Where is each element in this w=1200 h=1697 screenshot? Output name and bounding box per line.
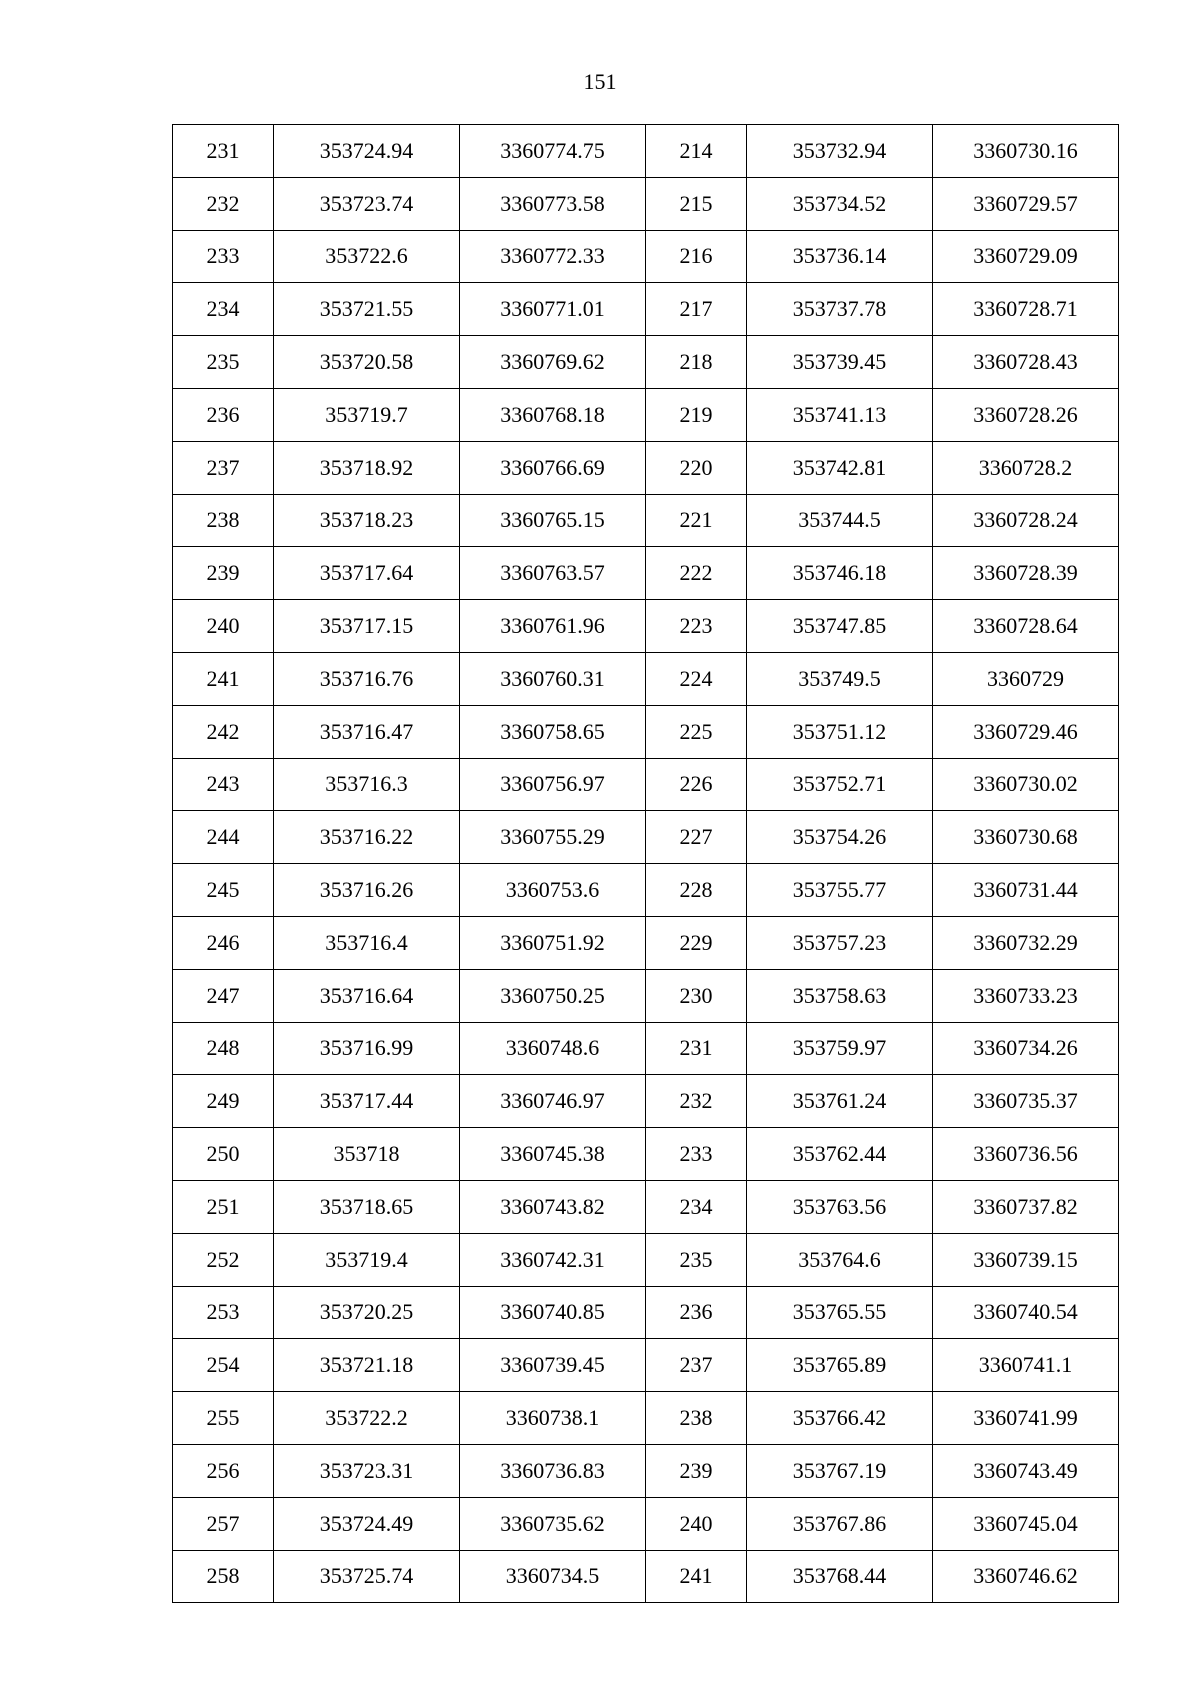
table-row	[173, 1022, 1119, 1075]
point-id-left: 250	[173, 1128, 274, 1181]
y-coordinate-right: 3360741.1	[933, 1339, 1119, 1392]
x-coordinate-right: 353744.5	[747, 494, 933, 547]
point-id-left: 258	[173, 1550, 274, 1603]
point-id-left: 234	[173, 283, 274, 336]
table-row	[173, 1392, 1119, 1445]
point-id-right: 241	[646, 1550, 747, 1603]
y-coordinate-left: 3360742.31	[460, 1233, 646, 1286]
x-coordinate-left: 353716.76	[274, 652, 460, 705]
y-coordinate-left: 3360765.15	[460, 494, 646, 547]
point-id-right: 236	[646, 1286, 747, 1339]
x-coordinate-right: 353732.94	[747, 125, 933, 178]
point-id-left: 239	[173, 547, 274, 600]
point-id-right: 214	[646, 125, 747, 178]
table-row	[173, 230, 1119, 283]
point-id-left: 245	[173, 864, 274, 917]
x-coordinate-right: 353751.12	[747, 705, 933, 758]
y-coordinate-left: 3360735.62	[460, 1497, 646, 1550]
x-coordinate-right: 353736.14	[747, 230, 933, 283]
x-coordinate-left: 353716.64	[274, 969, 460, 1022]
table-row	[173, 811, 1119, 864]
x-coordinate-right: 353746.18	[747, 547, 933, 600]
x-coordinate-left: 353725.74	[274, 1550, 460, 1603]
y-coordinate-right: 3360728.39	[933, 547, 1119, 600]
point-id-right: 225	[646, 705, 747, 758]
page-number: 151	[583, 69, 617, 94]
point-id-left: 233	[173, 230, 274, 283]
x-coordinate-left: 353723.74	[274, 177, 460, 230]
point-id-right: 228	[646, 864, 747, 917]
x-coordinate-left: 353718	[274, 1128, 460, 1181]
table-row	[173, 283, 1119, 336]
x-coordinate-right: 353767.19	[747, 1444, 933, 1497]
y-coordinate-right: 3360729	[933, 652, 1119, 705]
y-coordinate-right: 3360737.82	[933, 1180, 1119, 1233]
table-row	[173, 916, 1119, 969]
table-row	[173, 969, 1119, 1022]
x-coordinate-left: 353717.15	[274, 600, 460, 653]
x-coordinate-right: 353767.86	[747, 1497, 933, 1550]
y-coordinate-right: 3360741.99	[933, 1392, 1119, 1445]
x-coordinate-right: 353754.26	[747, 811, 933, 864]
y-coordinate-left: 3360743.82	[460, 1180, 646, 1233]
point-id-left: 254	[173, 1339, 274, 1392]
x-coordinate-right: 353764.6	[747, 1233, 933, 1286]
x-coordinate-right: 353759.97	[747, 1022, 933, 1075]
point-id-right: 231	[646, 1022, 747, 1075]
point-id-right: 234	[646, 1180, 747, 1233]
x-coordinate-right: 353739.45	[747, 336, 933, 389]
point-id-left: 246	[173, 916, 274, 969]
point-id-left: 252	[173, 1233, 274, 1286]
x-coordinate-right: 353762.44	[747, 1128, 933, 1181]
x-coordinate-left: 353724.49	[274, 1497, 460, 1550]
y-coordinate-right: 3360728.71	[933, 283, 1119, 336]
point-id-right: 233	[646, 1128, 747, 1181]
y-coordinate-left: 3360750.25	[460, 969, 646, 1022]
y-coordinate-left: 3360772.33	[460, 230, 646, 283]
point-id-left: 256	[173, 1444, 274, 1497]
table-row	[173, 1339, 1119, 1392]
x-coordinate-left: 353718.92	[274, 441, 460, 494]
point-id-left: 253	[173, 1286, 274, 1339]
x-coordinate-right: 353747.85	[747, 600, 933, 653]
point-id-right: 229	[646, 916, 747, 969]
point-id-left: 241	[173, 652, 274, 705]
point-id-left: 242	[173, 705, 274, 758]
x-coordinate-right: 353749.5	[747, 652, 933, 705]
x-coordinate-left: 353716.99	[274, 1022, 460, 1075]
point-id-left: 243	[173, 758, 274, 811]
table-row	[173, 336, 1119, 389]
x-coordinate-right: 353737.78	[747, 283, 933, 336]
y-coordinate-left: 3360748.6	[460, 1022, 646, 1075]
point-id-right: 217	[646, 283, 747, 336]
table-row	[173, 1233, 1119, 1286]
point-id-right: 220	[646, 441, 747, 494]
y-coordinate-right: 3360730.02	[933, 758, 1119, 811]
y-coordinate-left: 3360760.31	[460, 652, 646, 705]
point-id-left: 236	[173, 388, 274, 441]
x-coordinate-right: 353752.71	[747, 758, 933, 811]
y-coordinate-right: 3360740.54	[933, 1286, 1119, 1339]
point-id-right: 227	[646, 811, 747, 864]
table-row	[173, 1497, 1119, 1550]
y-coordinate-right: 3360739.15	[933, 1233, 1119, 1286]
y-coordinate-right: 3360729.57	[933, 177, 1119, 230]
y-coordinate-right: 3360728.64	[933, 600, 1119, 653]
x-coordinate-right: 353763.56	[747, 1180, 933, 1233]
y-coordinate-left: 3360734.5	[460, 1550, 646, 1603]
table-row	[173, 441, 1119, 494]
x-coordinate-left: 353717.44	[274, 1075, 460, 1128]
table-row	[173, 494, 1119, 547]
table-row	[173, 547, 1119, 600]
x-coordinate-left: 353717.64	[274, 547, 460, 600]
point-id-left: 244	[173, 811, 274, 864]
y-coordinate-left: 3360758.65	[460, 705, 646, 758]
y-coordinate-left: 3360751.92	[460, 916, 646, 969]
y-coordinate-right: 3360730.16	[933, 125, 1119, 178]
point-id-left: 255	[173, 1392, 274, 1445]
y-coordinate-left: 3360769.62	[460, 336, 646, 389]
x-coordinate-right: 353741.13	[747, 388, 933, 441]
point-id-right: 215	[646, 177, 747, 230]
y-coordinate-left: 3360738.1	[460, 1392, 646, 1445]
x-coordinate-right: 353765.89	[747, 1339, 933, 1392]
point-id-right: 216	[646, 230, 747, 283]
y-coordinate-left: 3360766.69	[460, 441, 646, 494]
point-id-left: 231	[173, 125, 274, 178]
y-coordinate-left: 3360768.18	[460, 388, 646, 441]
x-coordinate-left: 353723.31	[274, 1444, 460, 1497]
y-coordinate-left: 3360763.57	[460, 547, 646, 600]
y-coordinate-right: 3360745.04	[933, 1497, 1119, 1550]
table-row	[173, 758, 1119, 811]
x-coordinate-right: 353768.44	[747, 1550, 933, 1603]
x-coordinate-left: 353721.18	[274, 1339, 460, 1392]
point-id-left: 248	[173, 1022, 274, 1075]
x-coordinate-right: 353742.81	[747, 441, 933, 494]
x-coordinate-right: 353758.63	[747, 969, 933, 1022]
table-row	[173, 705, 1119, 758]
table-row	[173, 125, 1119, 178]
y-coordinate-left: 3360746.97	[460, 1075, 646, 1128]
table-row	[173, 1286, 1119, 1339]
y-coordinate-right: 3360733.23	[933, 969, 1119, 1022]
y-coordinate-right: 3360730.68	[933, 811, 1119, 864]
table-row	[173, 600, 1119, 653]
x-coordinate-left: 353718.65	[274, 1180, 460, 1233]
point-id-left: 232	[173, 177, 274, 230]
table-row	[173, 1550, 1119, 1603]
table-row	[173, 864, 1119, 917]
y-coordinate-left: 3360773.58	[460, 177, 646, 230]
coordinate-table	[172, 124, 1119, 1603]
point-id-right: 218	[646, 336, 747, 389]
y-coordinate-right: 3360736.56	[933, 1128, 1119, 1181]
x-coordinate-left: 353716.4	[274, 916, 460, 969]
point-id-right: 240	[646, 1497, 747, 1550]
y-coordinate-left: 3360771.01	[460, 283, 646, 336]
x-coordinate-left: 353716.22	[274, 811, 460, 864]
point-id-right: 230	[646, 969, 747, 1022]
x-coordinate-left: 353721.55	[274, 283, 460, 336]
x-coordinate-right: 353757.23	[747, 916, 933, 969]
x-coordinate-left: 353719.7	[274, 388, 460, 441]
x-coordinate-left: 353724.94	[274, 125, 460, 178]
point-id-right: 232	[646, 1075, 747, 1128]
y-coordinate-right: 3360732.29	[933, 916, 1119, 969]
y-coordinate-right: 3360728.26	[933, 388, 1119, 441]
x-coordinate-left: 353718.23	[274, 494, 460, 547]
point-id-right: 219	[646, 388, 747, 441]
x-coordinate-left: 353720.58	[274, 336, 460, 389]
point-id-right: 224	[646, 652, 747, 705]
y-coordinate-right: 3360729.09	[933, 230, 1119, 283]
y-coordinate-right: 3360728.24	[933, 494, 1119, 547]
point-id-left: 235	[173, 336, 274, 389]
point-id-right: 226	[646, 758, 747, 811]
table-row	[173, 388, 1119, 441]
table-row	[173, 1075, 1119, 1128]
table-row	[173, 1444, 1119, 1497]
y-coordinate-right: 3360746.62	[933, 1550, 1119, 1603]
x-coordinate-left: 353722.2	[274, 1392, 460, 1445]
x-coordinate-right: 353766.42	[747, 1392, 933, 1445]
y-coordinate-left: 3360745.38	[460, 1128, 646, 1181]
point-id-left: 238	[173, 494, 274, 547]
y-coordinate-left: 3360736.83	[460, 1444, 646, 1497]
table-row	[173, 1180, 1119, 1233]
point-id-right: 222	[646, 547, 747, 600]
y-coordinate-left: 3360761.96	[460, 600, 646, 653]
x-coordinate-left: 353716.26	[274, 864, 460, 917]
point-id-left: 237	[173, 441, 274, 494]
x-coordinate-left: 353716.47	[274, 705, 460, 758]
y-coordinate-right: 3360728.2	[933, 441, 1119, 494]
x-coordinate-left: 353722.6	[274, 230, 460, 283]
point-id-right: 239	[646, 1444, 747, 1497]
table-row	[173, 1128, 1119, 1181]
point-id-left: 240	[173, 600, 274, 653]
x-coordinate-right: 353755.77	[747, 864, 933, 917]
y-coordinate-right: 3360743.49	[933, 1444, 1119, 1497]
y-coordinate-left: 3360756.97	[460, 758, 646, 811]
y-coordinate-right: 3360735.37	[933, 1075, 1119, 1128]
y-coordinate-right: 3360731.44	[933, 864, 1119, 917]
coordinate-table-body	[173, 125, 1119, 1603]
point-id-left: 249	[173, 1075, 274, 1128]
y-coordinate-left: 3360753.6	[460, 864, 646, 917]
y-coordinate-right: 3360729.46	[933, 705, 1119, 758]
point-id-right: 237	[646, 1339, 747, 1392]
table-row	[173, 652, 1119, 705]
y-coordinate-left: 3360740.85	[460, 1286, 646, 1339]
y-coordinate-left: 3360755.29	[460, 811, 646, 864]
point-id-right: 235	[646, 1233, 747, 1286]
x-coordinate-right: 353761.24	[747, 1075, 933, 1128]
point-id-right: 238	[646, 1392, 747, 1445]
y-coordinate-right: 3360728.43	[933, 336, 1119, 389]
y-coordinate-left: 3360774.75	[460, 125, 646, 178]
point-id-left: 247	[173, 969, 274, 1022]
x-coordinate-right: 353734.52	[747, 177, 933, 230]
x-coordinate-left: 353716.3	[274, 758, 460, 811]
x-coordinate-left: 353720.25	[274, 1286, 460, 1339]
y-coordinate-right: 3360734.26	[933, 1022, 1119, 1075]
y-coordinate-left: 3360739.45	[460, 1339, 646, 1392]
point-id-right: 221	[646, 494, 747, 547]
x-coordinate-right: 353765.55	[747, 1286, 933, 1339]
table-row	[173, 177, 1119, 230]
point-id-right: 223	[646, 600, 747, 653]
point-id-left: 257	[173, 1497, 274, 1550]
x-coordinate-left: 353719.4	[274, 1233, 460, 1286]
point-id-left: 251	[173, 1180, 274, 1233]
